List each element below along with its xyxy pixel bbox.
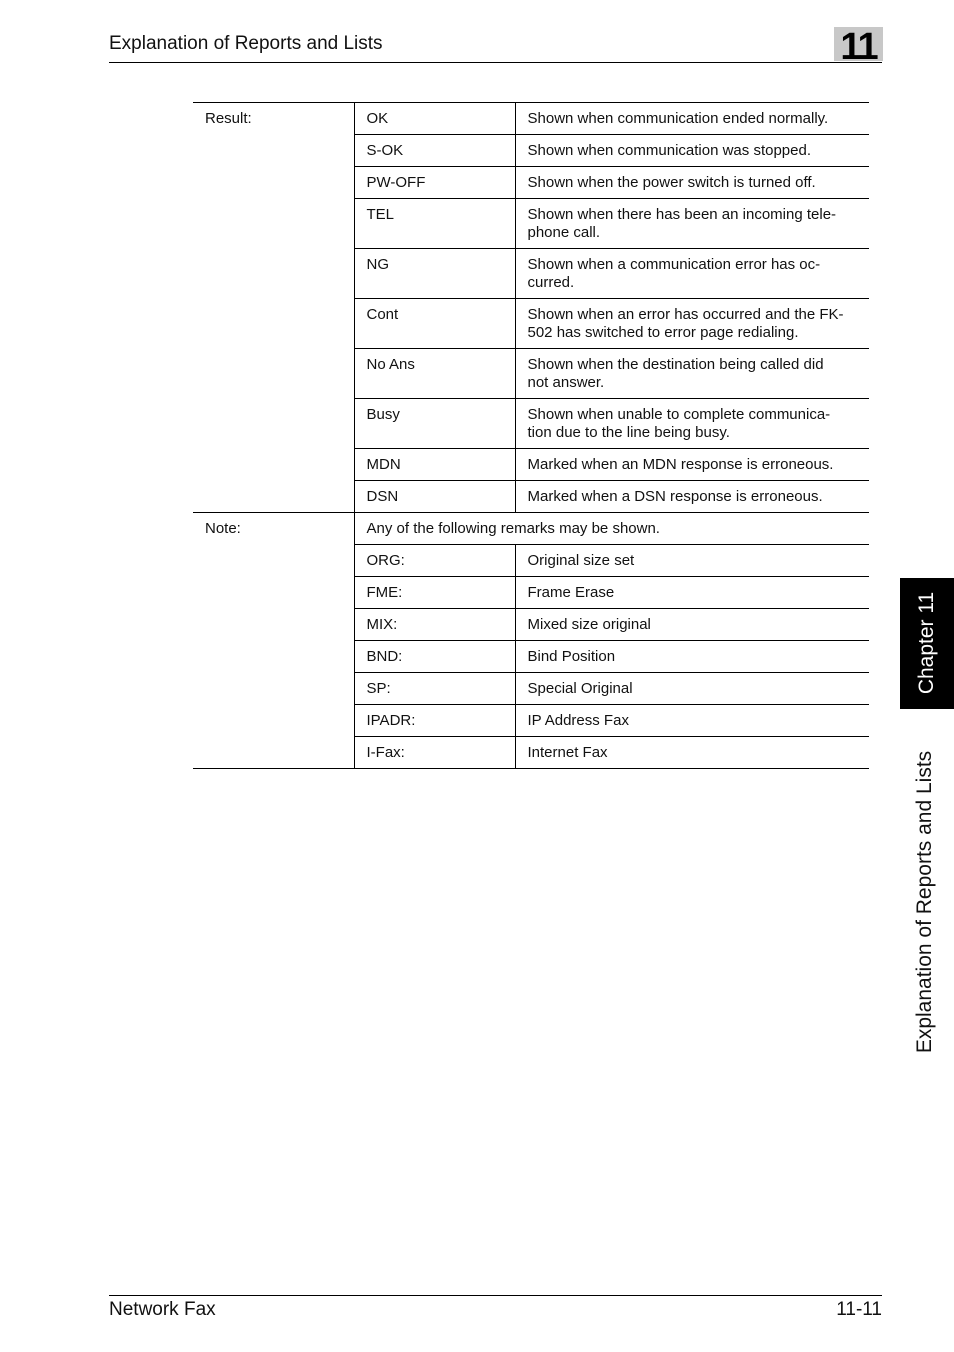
page-header-title: Explanation of Reports and Lists	[109, 33, 383, 54]
note-code-cell: ORG:	[354, 545, 515, 577]
table-row	[193, 103, 869, 135]
footer-page-number: 11-11	[836, 1299, 882, 1320]
result-description-cell: Shown when unable to complete communica- tion due to the line being busy.	[515, 399, 869, 449]
section-side-label: Explanation of Reports and Lists	[913, 750, 936, 1054]
result-code-cell: OK	[354, 103, 515, 135]
header-divider	[109, 62, 882, 63]
note-intro-cell: Any of the following remarks may be shown.	[354, 513, 869, 545]
result-code-cell: S-OK	[354, 135, 515, 167]
chapter-number: 11	[840, 26, 877, 68]
note-label-cell: Note:	[193, 513, 354, 769]
note-code-cell: FME:	[354, 577, 515, 609]
note-description-cell: Bind Position	[515, 641, 869, 673]
note-code-cell: SP:	[354, 673, 515, 705]
chapter-side-tab-label: Chapter 11	[915, 591, 938, 695]
table-row	[193, 513, 869, 545]
result-description-cell: Shown when communication ended normally.	[515, 103, 869, 135]
result-description-cell: Marked when an MDN response is erroneous.	[515, 449, 869, 481]
result-code-cell: No Ans	[354, 349, 515, 399]
footer-divider	[109, 1295, 882, 1296]
note-description-cell: Original size set	[515, 545, 869, 577]
note-code-cell: BND:	[354, 641, 515, 673]
result-label-cell: Result:	[193, 103, 354, 513]
result-description-cell: Shown when there has been an incoming tele- phone call.	[515, 199, 869, 249]
note-description-cell: Special Original	[515, 673, 869, 705]
note-description-cell: IP Address Fax	[515, 705, 869, 737]
note-code-cell: I-Fax:	[354, 737, 515, 769]
result-code-cell: NG	[354, 249, 515, 299]
result-code-cell: PW-OFF	[354, 167, 515, 199]
result-code-cell: MDN	[354, 449, 515, 481]
result-description-cell: Shown when a communication error has oc- curred.	[515, 249, 869, 299]
note-description-cell: Frame Erase	[515, 577, 869, 609]
footer-manual-title: Network Fax	[109, 1299, 216, 1320]
table-body	[193, 103, 869, 769]
result-description-cell: Shown when the destination being called did not answer.	[515, 349, 869, 399]
result-code-cell: TEL	[354, 199, 515, 249]
report-remarks-table	[193, 102, 869, 769]
result-description-cell: Shown when communication was stopped.	[515, 135, 869, 167]
result-description-cell: Shown when the power switch is turned off.	[515, 167, 869, 199]
note-description-cell: Mixed size original	[515, 609, 869, 641]
result-description-cell: Marked when a DSN response is erroneous.	[515, 481, 869, 513]
note-description-cell: Internet Fax	[515, 737, 869, 769]
note-code-cell: MIX:	[354, 609, 515, 641]
result-code-cell: Busy	[354, 399, 515, 449]
result-description-cell: Shown when an error has occurred and the FK- 502 has switched to error page redialing.	[515, 299, 869, 349]
result-code-cell: DSN	[354, 481, 515, 513]
result-code-cell: Cont	[354, 299, 515, 349]
note-code-cell: IPADR:	[354, 705, 515, 737]
